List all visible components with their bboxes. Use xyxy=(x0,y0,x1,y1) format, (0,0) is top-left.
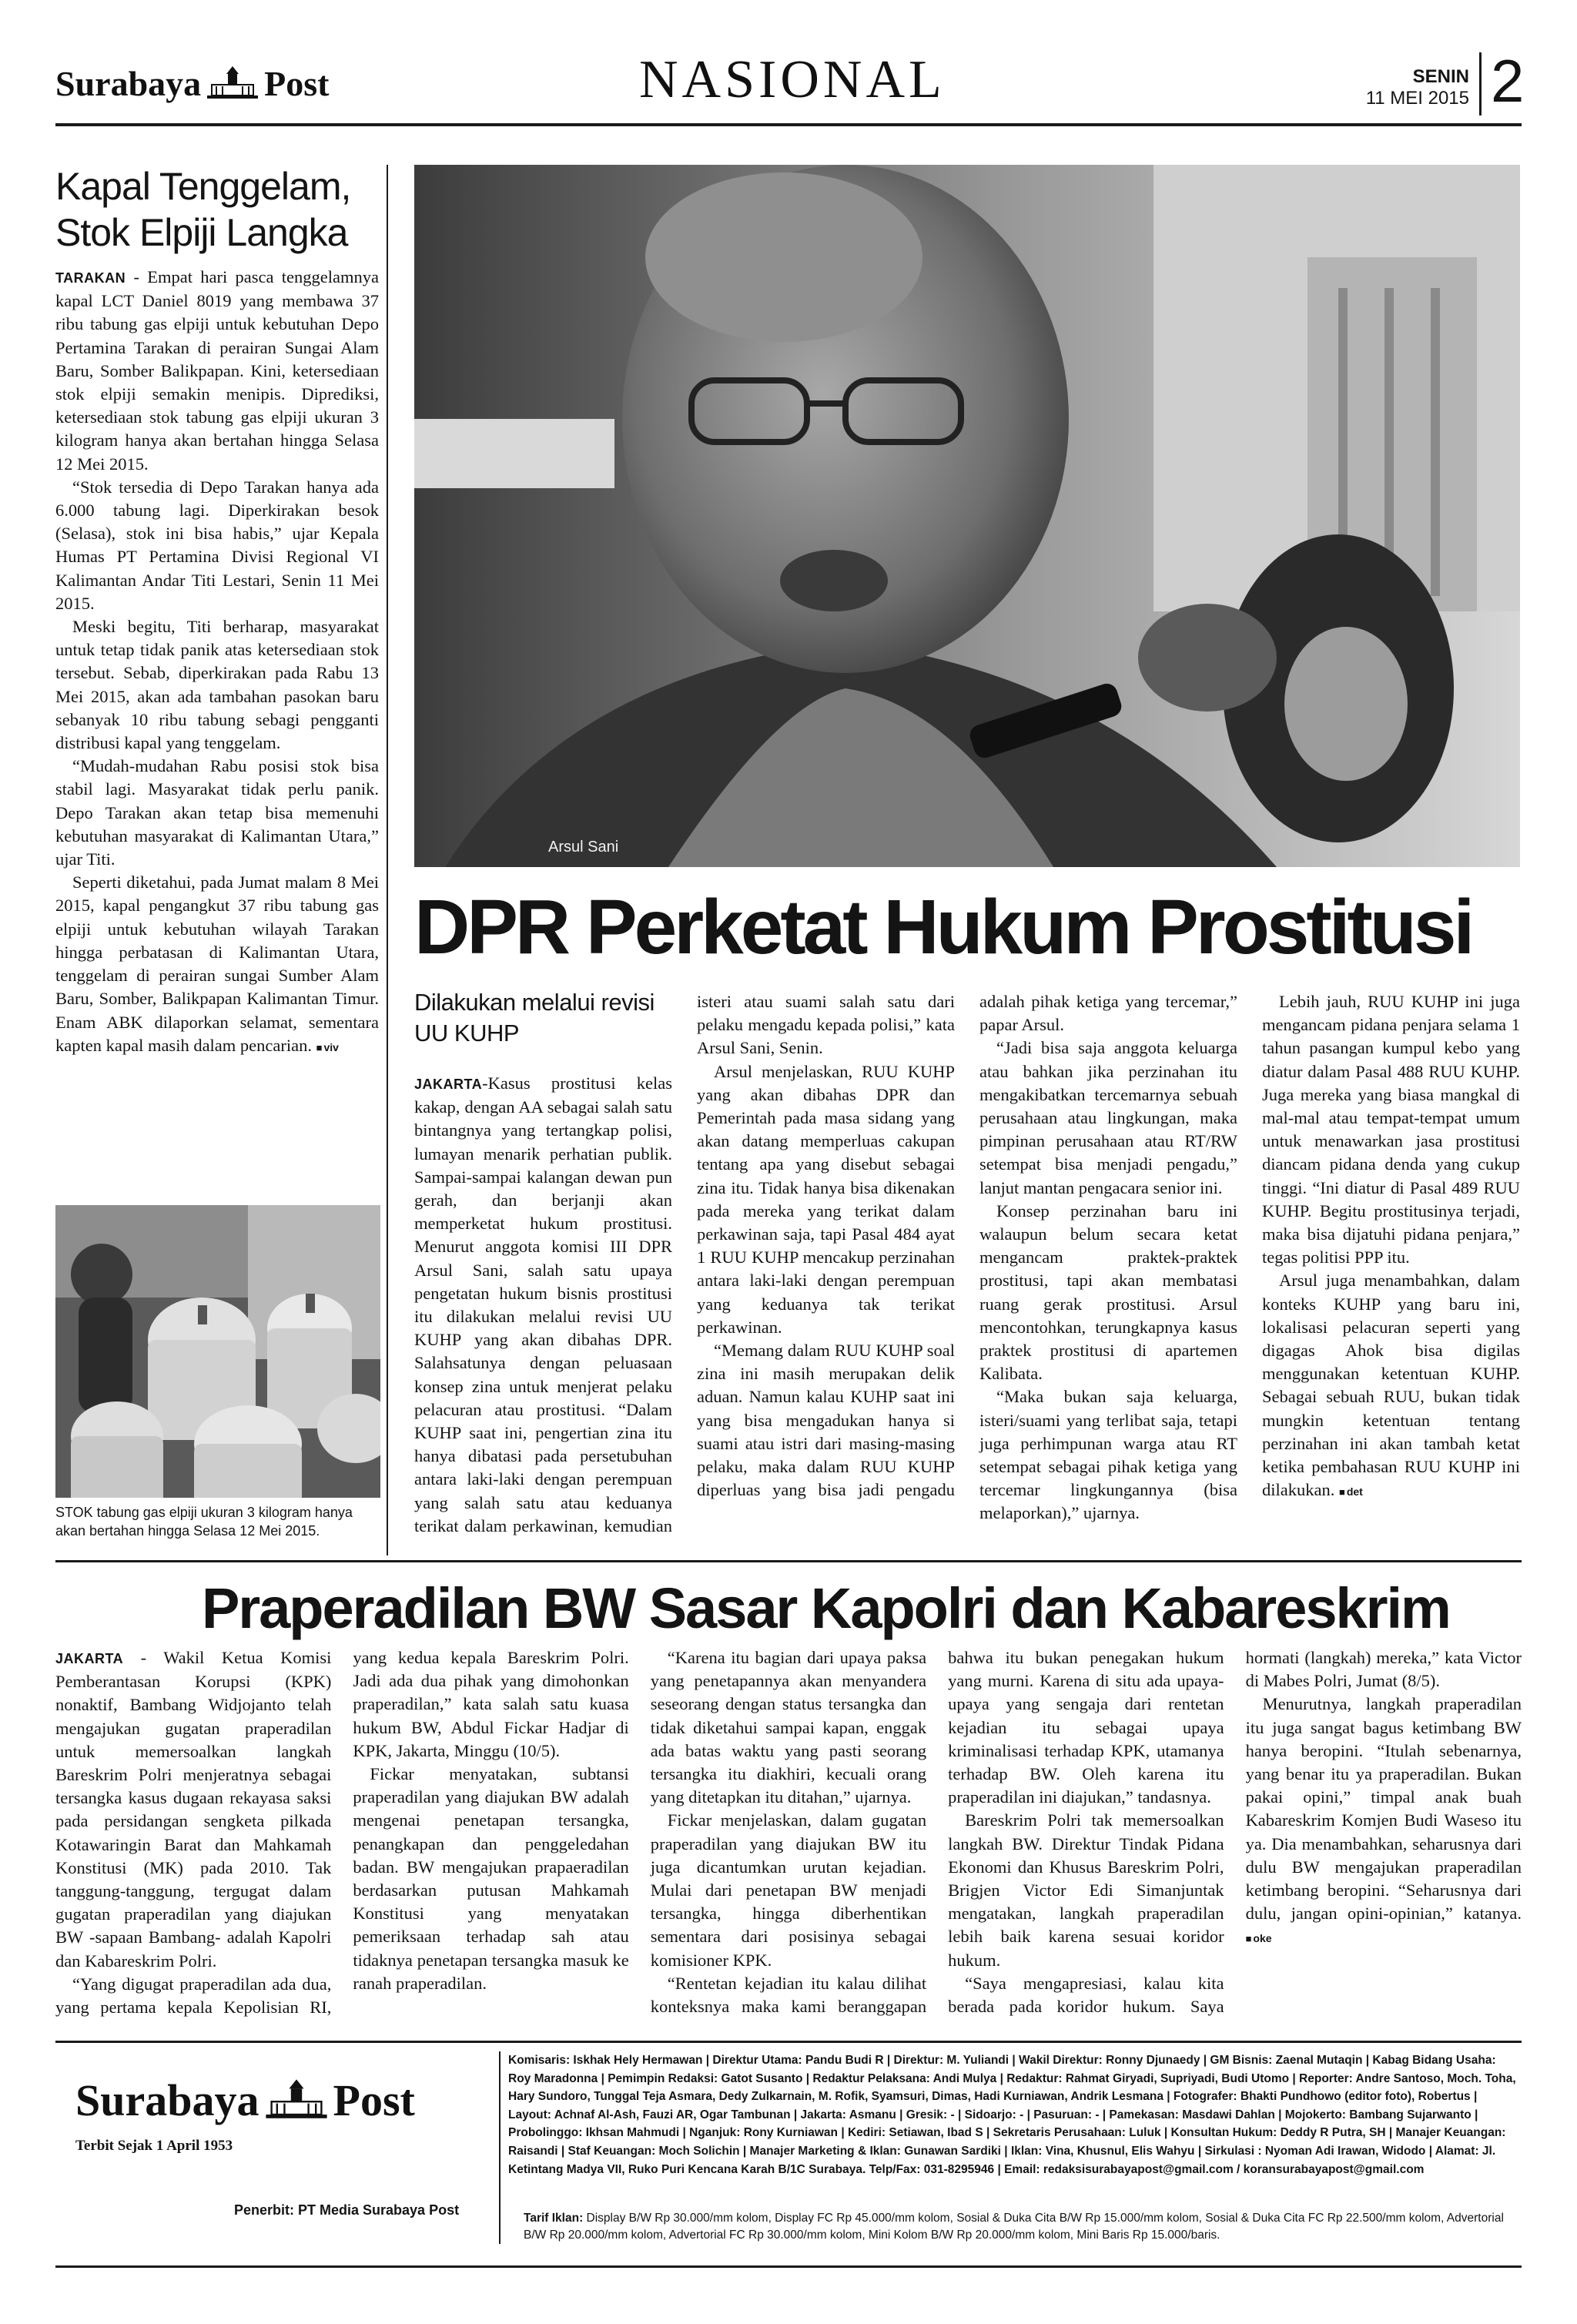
dateline: JAKARTA xyxy=(414,1077,483,1092)
city-hall-logo-icon xyxy=(206,66,259,102)
gas-cylinders-illustration xyxy=(55,1205,380,1498)
dateline: JAKARTA xyxy=(55,1651,124,1666)
second-story-lead: JAKARTA - Wakil Ketua Komisi Pemberantasan Korupsi (KPK) nonaktif, Bambang Widjojanto telah mengajukan gugatan praperadilan untuk memersoalkan langkah Bareskrim Polri menjeratnya sebagai tersangka kasus dugaan rekayasa saksi pada persidangan sengketa pilkada Kotawaringin Barat dan Mahkamah Konstitusi (MK) pada 2010. Tak tanggung-tanggung, tergugat dalam gugatan praperadilan yang diajukan BW -sapaan Bambang- adalah Kapolri dan Kabareskrim Polri. xyxy=(55,1648,332,1971)
paragraph: “Mudah-mudahan Rabu posisi stok bisa stabil lagi. Masyarakat tidak perlu panik. Depo Tarakan akan tetap bisa memenuhi kebutuhan masyarakat di Kalimantan Utara,” ujar Titi. xyxy=(55,756,379,869)
main-story-body xyxy=(414,990,1520,1539)
founded-since: Terbit Sejak 1 April 1953 xyxy=(75,2138,233,2154)
paragraph: Fickar menyatakan, subtansi praperadilan yang diajukan BW adalah mengenai penetapan tersangka, penangkapan dan penggeledahan badan. BW mengajukan prapaeradilan berdasarkan putusan Mahkamah Konstitusi yang menyatakan pemeriksaan terhadap sah atau tidaknya penetapan tersangka masuk ke ranah praperadilan. xyxy=(353,1764,629,1993)
paragraph: Konsep perzinahan baru ini walaupun belum secara ketat mengancam praktek-praktek prostitusi, tapi akan membatasi ruang gerak prostitusi. Arsul mencontohkan, terungkapnya kasus praktek prostitusi di apartemen Kalibata. xyxy=(979,1201,1237,1384)
paragraph: “Jadi bisa saja anggota keluarga atau bahkan jika perzinahan itu mengakibatkan tercemarnya sebuah perusahaan atau lingkungan, maka pimpinan perusahaan atau RT/RW setempat bisa menjadi pengadu,” lanjut mantan pengacara senior ini. xyxy=(979,1038,1237,1197)
gas-cylinder-photo xyxy=(55,1205,380,1498)
side-story-body xyxy=(55,266,379,1190)
paragraph: Lebih jauh, RUU KUHP ini juga mengancam pidana penjara selama 1 tahun pasangan kumpul kebo yang diatur dalam Pasal 488 RUU KUHP. Juga mereka yang biasa mangkal di mal-mal atau tempat-tempat umum untuk menawarkan jasa prostitusi diancam pidana denda yang cukup tinggi. “Ini diatur di Pasal 489 RUU KUHP. Begitu prostitusinya terjadi, maka bisa dijatuhi pidana penjara,” tegas politisi PPP itu. xyxy=(1262,992,1520,1267)
paragraph: Menurutnya, langkah praperadilan itu juga sangat bagus ketimbang BW hanya beropini. “Itulah sebenarnya, yang benar itu ya praperadilan. Bukan pakai opini,” timpal anak buah Kabareskrim Komjen Budi Waseso itu ya. Dia menambahkan, seharusnya dari dulu BW mengajukan praperadilan ketimbang beropini. “Seharusnya dari dulu, jangan opini-opinian,” katanya. ■ oke xyxy=(1246,1693,1522,1951)
paragraph: “Karena itu bagian dari upaya paksa yang penetapannya akan menyandera seseorang dengan status tersangka dan tidak diketahui sampai kapan, enggak ada batas waktu yang pasti seorang tersangka itu diakhiri, kecuali orang yang ditetapkan itu ditahan,” ujarnya. xyxy=(650,1648,927,1807)
paragraph: Meski begitu, Titi berharap, masyarakat untuk tetap tidak panik atas ketersediaan stok tersebut. Sebab, diperkirakan pada Rabu 13 Mei 2015, akan ada tambahan pasokan baru sebanyak 10 ribu tabung sebagi pengganti distribusi kapal yang tenggelam. xyxy=(55,617,379,753)
paragraph: “Rentetan kejadian itu kalau dilihat konteksnya maka kami beranggapan bahwa itu bukan penegakan hukum yang murni. Karena di situ ada upaya-upaya yang sengaja dari rentetan kejadian itu sebagai upaya kriminalisasi terhadap KPK, utamanya terhadap BW. Oleh karena itu praperadilan ini diajukan,” tandasnya. xyxy=(650,1648,1224,2017)
paragraph: Arsul juga menambahkan, dalam konteks KUHP yang baru ini, lokalisasi pelacuran seperti yang digagas Ahok bisa digilas menggunakan ketentuan KUHP. Sebagai sebuah RUU, bukan tidak mungkin ketentuan tentang perzinahan ini akan tambah ketat ketika pembahasan RUU KUHP ini dilakukan. ■ det xyxy=(1262,1269,1520,1504)
arsul-sani-portrait-illustration xyxy=(414,165,1520,867)
paragraph: Seperti diketahui, pada Jumat malam 8 Mei 2015, kapal pengangkut 37 ribu tabung gas elpiji untuk kebutuhan wilayah Tarakan hingga perbatasan di Kalimantan Utara, tenggelam di perairan sungai Sumber Alam Baru, Somber, Balikpapan Kalimantan Timur. Enam ABK dilaporkan selamat, sementara kapten kapal masih dalam pencarian. ■ viv xyxy=(55,871,379,1060)
paragraph: “Yang digugat praperadilan ada dua, yang pertama kepala Kepolisian RI, yang kedua kepala Bareskrim Polri. Jadi ada dua pihak yang dimohonkan praperadilan,” kata salah satu kuasa hukum BW, Abdul Fickar Hadjar di KPK, Jakarta, Minggu (10/5). xyxy=(55,1648,629,2018)
main-story-lead: JAKARTA-Kasus prostitusi kelas kakap, dengan AA sebagai salah satu bintangnya yang tertangkap polisi, lumayan menarik perhatian publik. Sampai-sampai kalangan dewan pun gerah, dan berjanji akan memperketat hukum prostitusi. Menurut anggota komisi III DPR Arsul Sani, salah satu upaya pengetatan hukum bisnis prostitusi itu dilakukan melalui revisi UU KUHP yang akan dibahas DPR. Salahsatunya dengan peluasaan konsep zina untuk menjerat pelaku pelacuran atau prostitusi. “Dalam KUHP saat ini, pengertian zina itu hanya dibatasi pada persetubuhan antara laki-laki dengan perempuan yang salah satu atau keduanya terikat dalam perkawinan, kemudian isteri atau suami salah satu dari pelaku mengadu kepada polisi,” kata Arsul Sani, Senin. xyxy=(414,992,955,1535)
footer-top-rule xyxy=(55,2041,1522,2043)
issue-day: SENIN xyxy=(1412,66,1469,87)
paragraph: Fickar menjelaskan, dalam gugatan praperadilan yang diajukan BW itu juga dicantumkan urutan kejadian. Mulai dari penetapan BW menjadi tersangka, hingga diberhentikan sementara dari posisinya sebagai komisioner KPK. xyxy=(650,1810,927,1970)
arsul-sani-photo xyxy=(414,165,1520,867)
masthead-rule xyxy=(55,123,1522,126)
page-number: 2 xyxy=(1491,47,1525,115)
second-story-body xyxy=(55,1646,1522,2024)
publisher-name: Penerbit: PT Media Surabaya Post xyxy=(234,2202,460,2218)
story-separator-rule xyxy=(55,1560,1522,1562)
author-signature: ■ viv xyxy=(316,1041,339,1053)
section-title: NASIONAL xyxy=(639,50,946,109)
ad-rates-label: Tarif Iklan: xyxy=(524,2212,584,2225)
side-story-headline: Kapal Tenggelam, Stok Elpiji Langka xyxy=(55,165,351,254)
footer-logo-box xyxy=(55,2051,494,2244)
paragraph: “Stok tersedia di Depo Tarakan hanya ada 6.000 tabung lagi. Diperkirakan besok (Selasa), stok ini bisa habis,” ujar Kepala Humas PT Pertamina Divisi Regional VI Kalimantan Andar Titi Lestari, Senin 11 Mei 2015. xyxy=(55,477,379,613)
side-story-lead: TARAKAN - Empat hari pasca tenggelamnya kapal LCT Daniel 8019 yang membawa 37 ribu tabung gas elpiji untuk kebutuhan Depo Pertamina Tarakan di perairan Sungai Alam Baru, Somber Balikpapan. Kini, ketersediaan stok elpiji semakin menipis. Diprediksi, ketersediaan stok tabung gas elpiji ukuran 3 kilogram hanya akan bertahan hingga Selasa 12 Mei 2015. xyxy=(55,267,379,474)
main-story-subhead: Dilakukan melalui revisi UU KUHP xyxy=(414,989,655,1046)
footer-column-divider xyxy=(499,2051,501,2244)
main-story-headline: DPR Perketat Hukum Prostitusi xyxy=(414,884,1472,970)
main-photo-caption: Arsul Sani xyxy=(548,839,619,856)
footer-bottom-rule xyxy=(55,2265,1522,2268)
author-signature: ■ det xyxy=(1339,1485,1363,1498)
paragraph: Bareskrim Polri tak memersoalkan langkah BW. Direktur Tindak Pidana Ekonomi dan Khusus Bareskrim Polri, Brigjen Victor Edi Simanjuntak mengatakan, langkah praperadilan lebih baik karena sesuai koridor hukum. xyxy=(948,1810,1224,1970)
city-hall-logo-icon xyxy=(264,2079,329,2122)
dateline: TARAKAN xyxy=(55,270,126,286)
issue-date xyxy=(1309,66,1469,109)
subhead-spacer xyxy=(414,990,672,1072)
author-signature: ■ oke xyxy=(1246,1932,1272,1944)
paragraph: “Maka bukan saja keluarga, isteri/suami yang terlibat saja, tetapi juga perhimpunan warga atau RT setempat sebagai pihak ketiga yang tercemar lingkungannya (bisa melaporkan),” ujarnya. xyxy=(979,1387,1237,1523)
photo-caption: STOK tabung gas elpiji ukuran 3 kilogram hanya akan bertahan hingga Selasa 12 Mei 2015. xyxy=(55,1505,353,1539)
ad-rates xyxy=(524,2210,1522,2244)
imprint-credits: Komisaris: Iskhak Hely Hermawan | Direktur Utama: Pandu Budi R | Direktur: M. Yuliandi | Wakil Direktur: Ronny Djunaedy | GM Bisnis: Zaenal Mutaqin | Kabag Bidang Usaha: Roy Maradonna | Pemimpin Redaksi: Gatot Susanto | Redaktur Pelaksana: Andi Mulya | Redaktur: Rahmat Giryadi, Supriyadi, Budi Utomo | Reporter: Andre Santoso, Moch. Toha, Hary Sundoro, Tunggal Teja Asmara, Dedy Zulkarnain, M. Rofik, Syamsuri, Dimas, Hadi Kurniawan, Andrik Lesmana | Fotografer: Bhakti Pundhowo (editor foto), Robertus | Layout: Achnaf Al-Ash, Fauzi AR, Ogar Tambunan | Jakarta: Asmanu | Gresik: - | Sidoarjo: - | Pasuruan: - | Pamekasan: Masdawi Dahlan | Mojokerto: Bambang Sujarwanto | Probolinggo: Ikhsan Mahmudi | Nganjuk: Rony Kurniawan | Kediri: Setiawan, Ibad S | Sekretaris Perusahaan: Luluk | Konsultan Hukum: Deddy R Putra, SH | Manajer Keuangan: Raisandi | Staf Keuangan: Moch Solichin | Manajer Marketing & Iklan: Gunawan Sardiki | Iklan: Vina, Khusnul, Elis Wahyu | Sirkulasi : Nyoman Adi Irawan, Widodo | Alamat: Jl. Ketintang Madya VII, Ruko Puri Kencana Karah B/1C Surabaya. Telp/Fax: 031-8295946 | Email: redaksisurabayapost@gmail.com / koransurabayapost@gmail.com xyxy=(508,2054,1516,2176)
column-divider xyxy=(387,165,388,1555)
paragraph: Arsul menjelaskan, RUU KUHP yang akan dibahas DPR dan Pemerintah pada masa sidang yang akan datang memperluas cakupan tentang apa yang disebut sebagai zina itu. Tidak hanya bisa dikenakan pada mereka yang terikat dalam perkawinan saja, tapi Pasal 484 ayat 1 RUU KUHP mencakup perzinahan antara laki-laki dengan perempuan yang keduanya tak terikat perkawinan. xyxy=(697,1061,955,1337)
issue-date-full: 11 MEI 2015 xyxy=(1365,88,1469,109)
footer-logo xyxy=(75,2075,415,2126)
footer-logo-text-post: Post xyxy=(333,2075,415,2125)
date-divider xyxy=(1479,52,1482,116)
logo-text-post: Post xyxy=(264,64,330,103)
paragraph: “Memang dalam RUU KUHP soal zina ini masih merupakan delik aduan. Namun kalau KUHP saat ini yang bisa mengadukan hanya si suami atau istri dari masing-masing pelaku, maka dalam RUU KUHP diperluas yang bisa jadi pengadu adalah pihak ketiga yang tercemar,” papar Arsul. xyxy=(697,992,1237,1500)
paragraph: “Saya mengapresiasi, kalau kita berada pada koridor hukum. Saya hormati (langkah) mereka,” kata Victor di Mabes Polri, Jumat (8/5). xyxy=(948,1648,1522,2017)
second-story-headline: Praperadilan BW Sasar Kapolri dan Kabareskrim xyxy=(202,1576,1450,1640)
footer-logo-text-surabaya: Surabaya xyxy=(75,2075,259,2125)
logo-text-surabaya: Surabaya xyxy=(55,64,202,103)
ad-rates-text: Display B/W Rp 30.000/mm kolom, Display FC Rp 45.000/mm kolom, Sosial & Duka Cita B/W Rp 15.000/mm kolom, Sosial & Duka Cita FC Rp 22.500/mm kolom, Advertorial B/W Rp 20.000/mm kolom, Advertorial FC Rp 30.000/mm kolom, Mini Kolom B/W Rp 20.000/mm kolom, Mini Baris Rp 15.000/baris. xyxy=(524,2212,1504,2242)
masthead-logo xyxy=(55,63,330,104)
